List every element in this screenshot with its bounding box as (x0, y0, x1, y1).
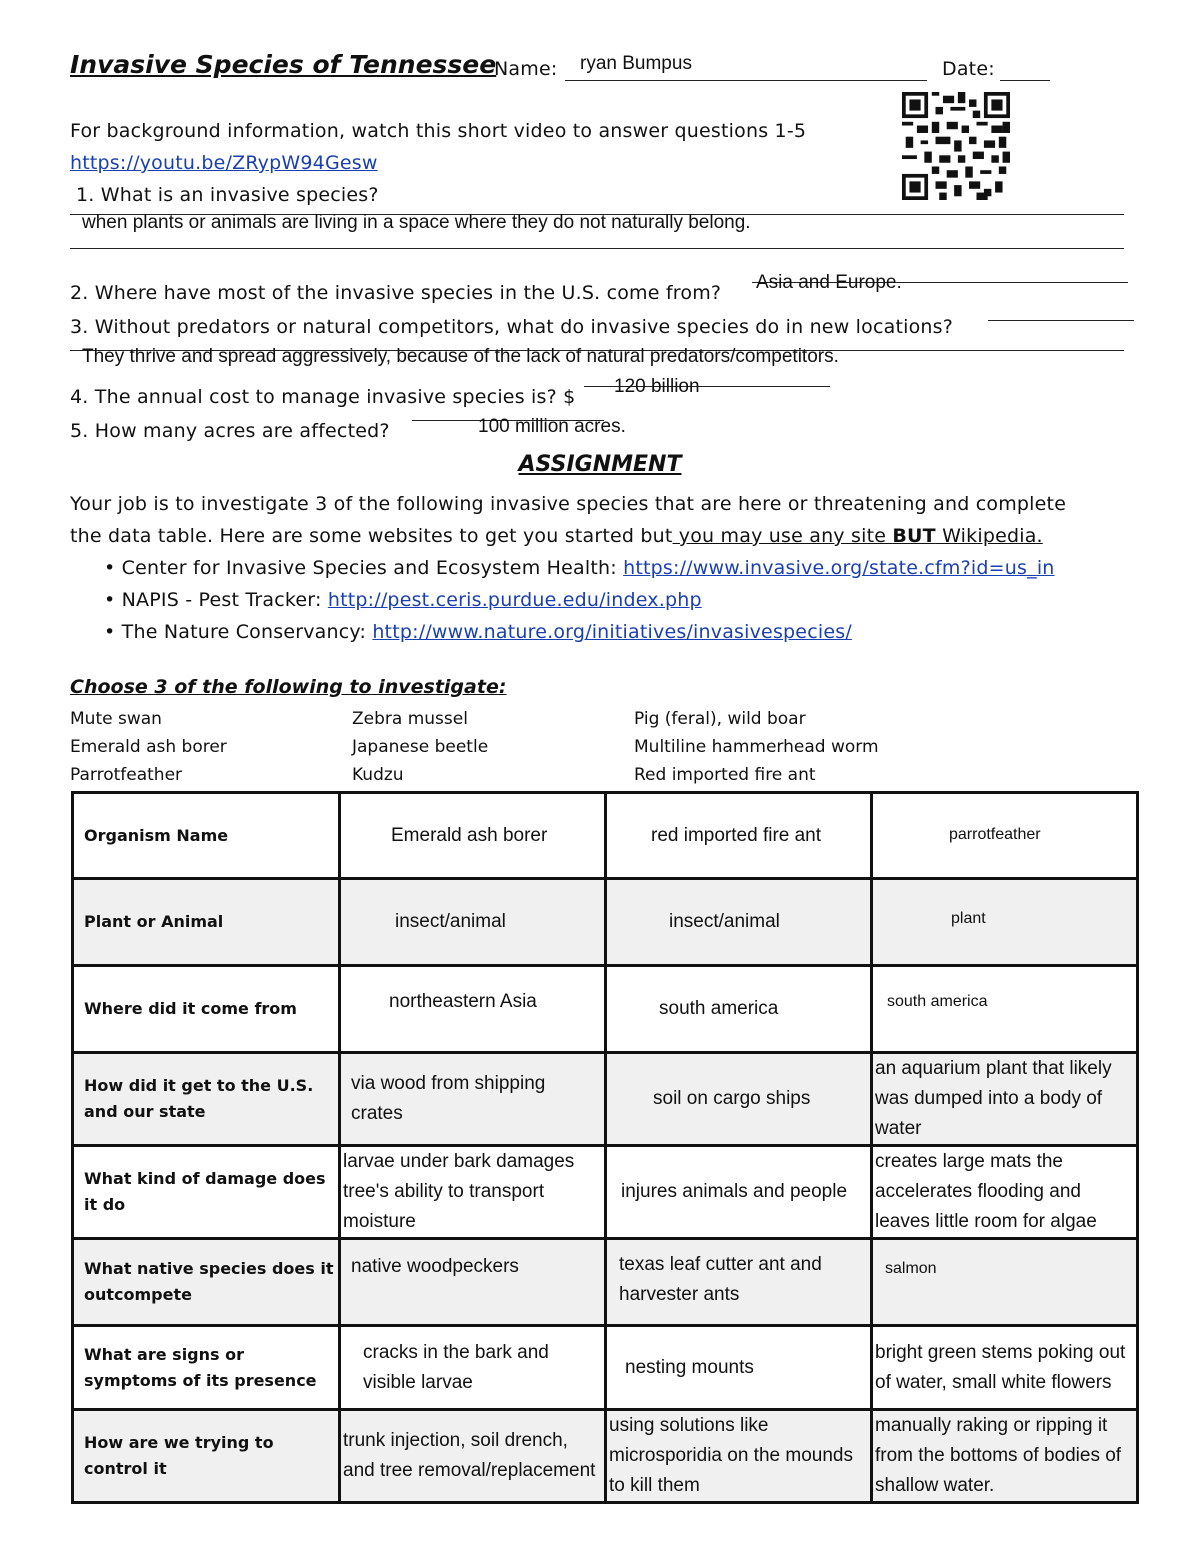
choose-heading: Choose 3 of the following to investigate: (70, 676, 507, 698)
resource-link-nature-conservancy[interactable]: http://www.nature.org/initiatives/invasivespecies/ (372, 621, 852, 643)
species-option: Japanese beetle (352, 737, 489, 757)
worksheet-title: Invasive Species of Tennessee (70, 50, 497, 79)
assignment-line-2 (70, 525, 1043, 547)
table-cell[interactable]: larvae under bark damages tree's ability to transport moisture (340, 1146, 606, 1239)
resource-label: • NAPIS - Pest Tracker: (104, 589, 328, 611)
resource-label: • The Nature Conservancy: (104, 621, 373, 643)
row-header: What native species does it outcompete (73, 1239, 340, 1326)
table-cell[interactable]: plant (872, 879, 1138, 966)
assignment-note-bold: BUT (892, 525, 936, 547)
table-row (73, 1053, 1138, 1146)
table-cell[interactable]: manually raking or ripping it from the bottoms of bodies of shallow water. (872, 1410, 1138, 1503)
resource-link-invasive-org[interactable]: https://www.invasive.org/state.cfm?id=us_in (623, 557, 1055, 579)
resource-link-napis[interactable]: http://pest.ceris.purdue.edu/index.php (327, 589, 702, 611)
qr-code-image (902, 92, 1010, 200)
table-row (73, 1146, 1138, 1239)
video-link[interactable]: https://youtu.be/ZRypW94Gesw (70, 152, 378, 174)
table-cell[interactable]: bright green stems poking out of water, small white flowers (872, 1326, 1138, 1410)
species-option: Pig (feral), wild boar (634, 709, 806, 729)
resource-item-nature-conservancy (104, 621, 852, 643)
resource-item-napis (104, 589, 702, 611)
species-option: Parrotfeather (70, 765, 183, 785)
question-5: 5. How many acres are affected? (70, 420, 390, 442)
table-cell[interactable]: trunk injection, soil drench, and tree removal/replacement (340, 1410, 606, 1503)
table-cell[interactable]: using solutions like microsporidia on the mounds to kill them (606, 1410, 872, 1503)
question-3: 3. Without predators or natural competitors, what do invasive species do in new locations? (70, 316, 954, 338)
assignment-heading: ASSIGNMENT (518, 452, 682, 477)
table-cell[interactable]: injures animals and people (606, 1146, 872, 1239)
name-label: Name: (494, 58, 558, 80)
answer-line-3a (988, 320, 1134, 321)
table-row (73, 1239, 1138, 1326)
assignment-line-1: Your job is to investigate 3 of the following invasive species that are here or threatening and complete (70, 493, 1067, 515)
row-header: How are we trying to control it (73, 1410, 340, 1503)
row-header: Organism Name (73, 793, 340, 879)
table-cell[interactable]: native woodpeckers (340, 1239, 606, 1326)
question-2: 2. Where have most of the invasive species in the U.S. come from? (70, 282, 722, 304)
assignment-note (673, 525, 1043, 547)
answer-2[interactable]: Asia and Europe. (756, 272, 902, 293)
species-option: Kudzu (352, 765, 404, 785)
species-option: Mute swan (70, 709, 162, 729)
row-header: Plant or Animal (73, 879, 340, 966)
table-cell[interactable]: red imported fire ant (606, 793, 872, 879)
table-cell[interactable]: insect/animal (340, 879, 606, 966)
row-header: How did it get to the U.S. and our state (73, 1053, 340, 1146)
question-4: 4. The annual cost to manage invasive species is? $ (70, 386, 576, 408)
table-row (73, 1326, 1138, 1410)
row-header: What kind of damage does it do (73, 1146, 340, 1239)
resource-item-invasive-org (104, 557, 1055, 579)
table-row (73, 793, 1138, 879)
table-cell[interactable]: Emerald ash borer (340, 793, 606, 879)
table-cell[interactable]: an aquarium plant that likely was dumped into a body of water (872, 1053, 1138, 1146)
assignment-line-2-text: the data table. Here are some websites to get you started but (70, 525, 673, 547)
row-header: What are signs or symptoms of its presence (73, 1326, 340, 1410)
species-option: Emerald ash borer (70, 737, 227, 757)
date-label: Date: (942, 58, 995, 80)
intro-text: For background information, watch this short video to answer questions 1-5 (70, 120, 807, 142)
row-header: Where did it come from (73, 966, 340, 1053)
table-cell[interactable]: south america (872, 966, 1138, 1053)
table-row (73, 879, 1138, 966)
species-option: Zebra mussel (352, 709, 468, 729)
table-cell[interactable]: texas leaf cutter ant and harvester ants (606, 1239, 872, 1326)
table-cell[interactable]: insect/animal (606, 879, 872, 966)
answer-line-1b (70, 248, 1124, 249)
assignment-note-post: Wikipedia. (935, 525, 1043, 547)
name-value[interactable]: ryan Bumpus (580, 53, 692, 74)
table-cell[interactable]: via wood from shipping crates (340, 1053, 606, 1146)
answer-1[interactable]: when plants or animals are living in a space where they do not naturally belong. (82, 212, 751, 233)
table-cell[interactable]: northeastern Asia (340, 966, 606, 1053)
table-row (73, 1410, 1138, 1503)
date-line[interactable] (1000, 60, 1050, 81)
assignment-note-pre: you may use any site (672, 525, 893, 547)
species-option: Red imported fire ant (634, 765, 816, 785)
answer-5[interactable]: 100 million acres. (478, 416, 626, 437)
question-1: 1. What is an invasive species? (76, 184, 379, 206)
table-cell[interactable]: parrotfeather (872, 793, 1138, 879)
answer-3[interactable]: They thrive and spread aggressively, because of the lack of natural predators/competitors. (82, 346, 839, 367)
species-option: Multiline hammerhead worm (634, 737, 879, 757)
answer-4[interactable]: 120 billion (614, 376, 700, 397)
table-cell[interactable]: soil on cargo ships (606, 1053, 872, 1146)
table-cell[interactable]: nesting mounts (606, 1326, 872, 1410)
resource-label: • Center for Invasive Species and Ecosystem Health: (104, 557, 624, 579)
table-cell[interactable]: salmon (872, 1239, 1138, 1326)
species-data-table (71, 791, 1139, 1504)
table-cell[interactable]: south america (606, 966, 872, 1053)
table-cell[interactable]: cracks in the bark and visible larvae (340, 1326, 606, 1410)
table-cell[interactable]: creates large mats the accelerates flooding and leaves little room for algae (872, 1146, 1138, 1239)
table-row (73, 966, 1138, 1053)
